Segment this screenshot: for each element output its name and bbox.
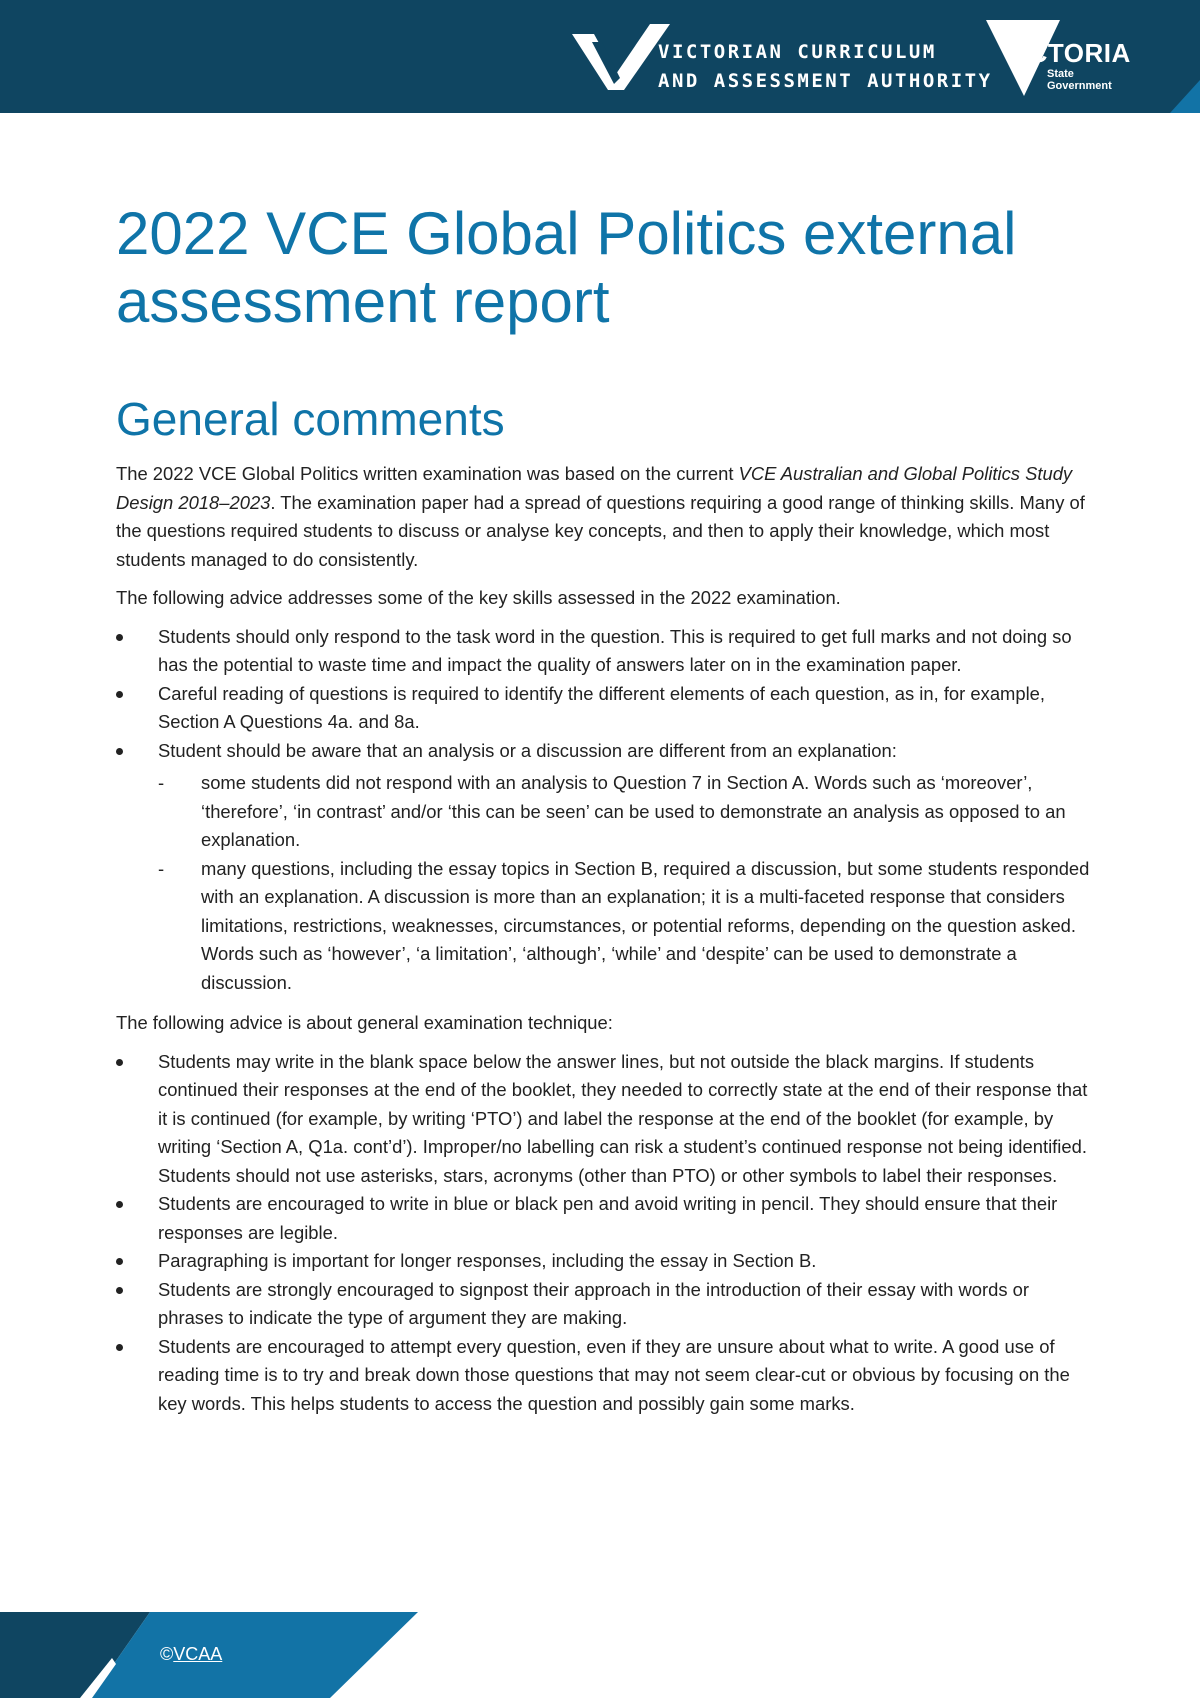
victoria-government-text xyxy=(1047,68,1112,92)
victoria-sub-state: State xyxy=(1047,68,1074,80)
bullet-icon xyxy=(116,634,123,641)
page-title xyxy=(116,200,1091,336)
victoria-sub-government: Government xyxy=(1047,80,1112,92)
sub-list-item-text: some students did not respond with an analysis to Question 7 in Section A. Words such as ‘moreover’, ‘therefore’, ‘in contrast’ and/or ‘this can be seen’ can be used to demonstrate an analysis as opposed to an explanation. xyxy=(201,772,1066,850)
list-item-text: Students are encouraged to write in blue or black pen and avoid writing in pencil. They should ensure that their responses are legible. xyxy=(158,1193,1058,1243)
skills-advice-list xyxy=(116,623,1091,998)
victoria-wordmark: VICTORIA xyxy=(1003,38,1131,68)
bullet-icon xyxy=(116,691,123,698)
title-line-2: assessment report xyxy=(116,268,610,335)
list-item xyxy=(116,1048,1091,1191)
list-item xyxy=(116,1190,1091,1247)
intro-text-part1: The 2022 VCE Global Politics written examination was based on the current xyxy=(116,463,739,484)
technique-advice-intro: The following advice is about general examination technique: xyxy=(116,1012,613,1033)
vcaa-wordmark-line2: AND ASSESSMENT AUTHORITY xyxy=(658,70,993,92)
list-item xyxy=(116,1333,1091,1419)
list-item xyxy=(116,680,1091,737)
report-content xyxy=(116,200,1091,1418)
skills-advice-intro: The following advice addresses some of the key skills assessed in the 2022 examination. xyxy=(116,587,841,608)
bullet-icon xyxy=(116,1287,123,1294)
list-item-text: Students may write in the blank space below the answer lines, but not outside the black margins. If students continued their responses at the end of the booklet, they needed to correctly state at the end of their response that it is continued (for example, by writing ‘PTO’) and label the response at the end of the booklet (for example, by writing ‘Section A, Q1a. cont’d’). Improper/no labelling can risk a student’s continued response not being identified. Students should not use asterisks, stars, acronyms (other than PTO) or other symbols to label their responses. xyxy=(158,1050,1088,1186)
list-item-text: Careful reading of questions is required to identify the different elements of each question, as in, for example, Section A Questions 4a. and 8a. xyxy=(158,682,1046,732)
copyright-notice xyxy=(160,1644,222,1665)
bullet-icon xyxy=(116,1059,123,1066)
section-heading-general-comments: General comments xyxy=(116,393,505,445)
sub-list-item-text: many questions, including the essay topics in Section B, required a discussion, but some students responded with an explanation. A discussion is more than an explanation; it is a multi-faceted response that considers limitations, restrictions, weaknesses, circumstances, or potential reforms, depending on the question asked. Words such as ‘however’, ‘a limitation’, ‘although’, ‘while’ and ‘despite’ can be used to demonstrate a discussion. xyxy=(201,857,1090,993)
intro-paragraph xyxy=(116,460,1091,574)
study-design-title: VCE Australian and Global Politics Study Design 2018–2023 xyxy=(116,463,1073,513)
list-item-text: Students are encouraged to attempt every question, even if they are unsure about what to write. A good use of reading time is to try and break down those questions that may not seem clear-cut or obvious by focusing on the key words. This helps students to access the question and possibly gain some marks. xyxy=(158,1335,1070,1414)
list-item-text: Paragraphing is important for longer responses, including the essay in Section B. xyxy=(158,1250,817,1271)
sub-list-item xyxy=(158,769,1091,855)
list-item-text: Student should be aware that an analysis or a discussion are different from an explanation: xyxy=(158,739,897,761)
list-item xyxy=(116,623,1091,680)
list-item-text: Students should only respond to the task word in the question. This is required to get full marks and not doing so has the potential to waste time and impact the quality of answers later on in the examination paper. xyxy=(158,625,1072,675)
page-header xyxy=(0,0,1200,113)
dash-icon: - xyxy=(158,857,165,879)
copyright-symbol: © xyxy=(160,1644,174,1664)
list-item xyxy=(116,1276,1091,1333)
vcaa-copyright-link[interactable]: VCAA xyxy=(173,1644,223,1664)
technique-advice-list xyxy=(116,1048,1091,1419)
bullet-icon xyxy=(116,748,123,755)
title-line-1: 2022 VCE Global Politics external xyxy=(116,200,1017,267)
intro-text-part2: . The examination paper had a spread of questions requiring a good range of thinking skills. Many of the questions required students to discuss or analyse key concepts, and then to apply their knowledge, which most students managed to do consistently. xyxy=(116,491,1085,570)
list-item xyxy=(116,1247,1091,1276)
bullet-icon xyxy=(116,1344,123,1351)
dash-icon: - xyxy=(158,772,165,793)
sub-list-item xyxy=(158,855,1091,998)
vcaa-wordmark xyxy=(658,38,993,96)
list-item xyxy=(116,737,1091,998)
vcaa-wordmark-line1: VICTORIAN CURRICULUM xyxy=(658,41,937,63)
bullet-icon xyxy=(116,1201,123,1208)
bullet-icon xyxy=(116,1258,123,1265)
analysis-discussion-sublist xyxy=(158,769,1091,997)
list-item-text: Students are strongly encouraged to signpost their approach in the introduction of their essay with words or phrases to indicate the type of argument they are making. xyxy=(158,1278,1029,1328)
